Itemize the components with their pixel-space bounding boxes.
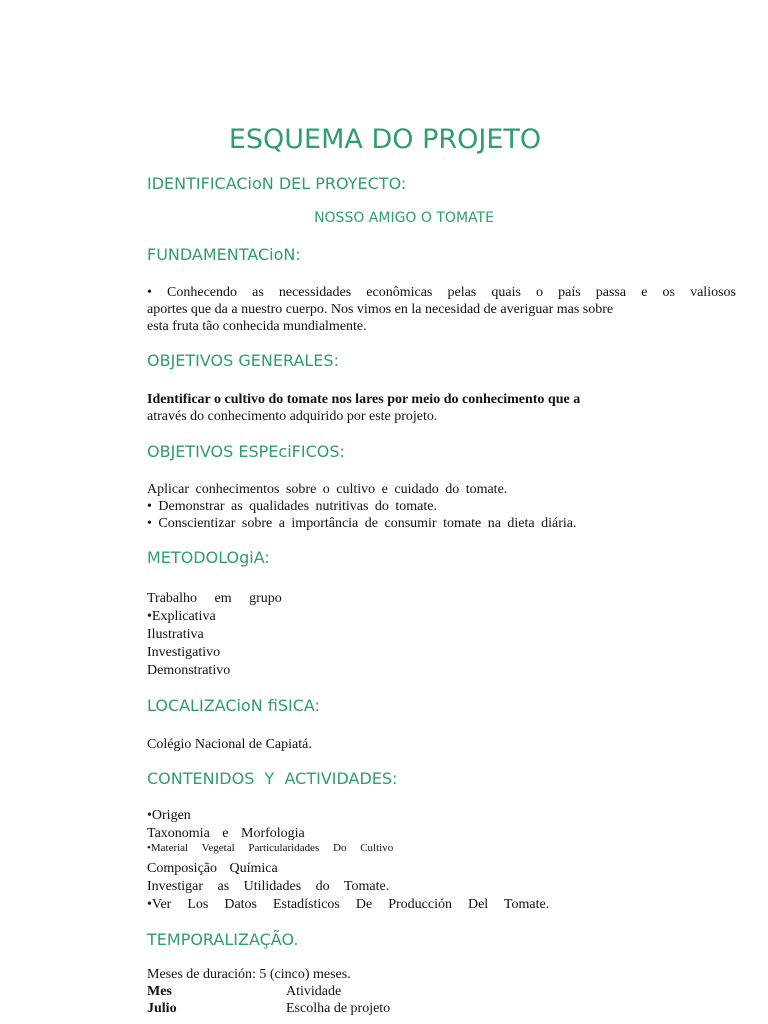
- metodologia-item: •Explicativa: [147, 609, 216, 624]
- objetivos-generales-line-2: através do conhecimento adquirido por este projeto.: [147, 409, 438, 424]
- temporalizacao-line-1: Meses de duración: 5 (cinco) meses.: [147, 967, 351, 982]
- localizacion-line-1: Colégio Nacional de Capiatá.: [147, 737, 312, 752]
- schedule-header-activity: Atividade: [286, 984, 342, 999]
- contenidos-line-5: Investigar as Utilidades do Tomate.: [147, 879, 390, 894]
- heading-localizacion: LOCALIZACioN fiSICA:: [147, 696, 320, 715]
- fundamentacion-line-2: aportes que da a nuestro cuerpo. Nos vimos en la necesidad de averiguar mas sobre: [147, 302, 614, 317]
- contenidos-line-3: •Material Vegetal Particularidades Do Cultivo: [147, 842, 394, 854]
- contenidos-line-2: Taxonomia e Morfologia: [147, 826, 305, 841]
- fundamentacion-line-3: esta fruta tão conhecida mundialmente.: [147, 319, 367, 334]
- objetivos-especificos-line-3: • Conscientizar sobre a importância de consumir tomate na dieta diária.: [147, 516, 577, 531]
- metodologia-item: Trabalho em grupo: [147, 591, 282, 606]
- metodologia-item: Demonstrativo: [147, 663, 231, 678]
- project-name: NOSSO AMIGO O TOMATE: [314, 210, 494, 226]
- heading-temporalizacao: TEMPORALIZAÇÃO.: [147, 930, 299, 949]
- heading-fundamentacion: FUNDAMENTACioN:: [147, 245, 301, 264]
- fundamentacion-line-1: • Conhecendo as necessidades econômicas pelas quais o país passa e os valiosos: [147, 285, 736, 300]
- document-title: ESQUEMA DO PROJETO: [228, 124, 542, 155]
- schedule-activity: Escolha de projeto: [286, 1001, 391, 1016]
- objetivos-especificos-line-2: • Demonstrar as qualidades nutritivas do tomate.: [147, 499, 438, 514]
- schedule-header-month: Mes: [147, 984, 172, 999]
- contenidos-line-6: •Ver Los Datos Estadísticos De Producción Del Tomate.: [147, 897, 550, 912]
- heading-objetivos-especificos: OBJETIVOS ESPEciFICOS:: [147, 442, 345, 461]
- heading-identificacion: IDENTIFICACioN DEL PROYECTO:: [147, 174, 407, 193]
- metodologia-item: Investigativo: [147, 645, 221, 660]
- metodologia-item: Ilustrativa: [147, 627, 204, 642]
- heading-contenidos: CONTENIDOS Y ACTIVIDADES:: [147, 769, 398, 788]
- schedule-month: Julio: [147, 1001, 177, 1016]
- contenidos-line-1: •Origen: [147, 808, 191, 823]
- contenidos-line-4: Composição Química: [147, 861, 278, 876]
- heading-objetivos-generales: OBJETIVOS GENERALES:: [147, 351, 339, 370]
- heading-metodologia: METODOLOgiA:: [147, 548, 270, 567]
- objetivos-generales-line-1: Identificar o cultivo do tomate nos lares por meio do conhecimento que a: [147, 392, 581, 407]
- objetivos-especificos-line-1: Aplicar conhecimentos sobre o cultivo e cuidado do tomate.: [147, 482, 508, 497]
